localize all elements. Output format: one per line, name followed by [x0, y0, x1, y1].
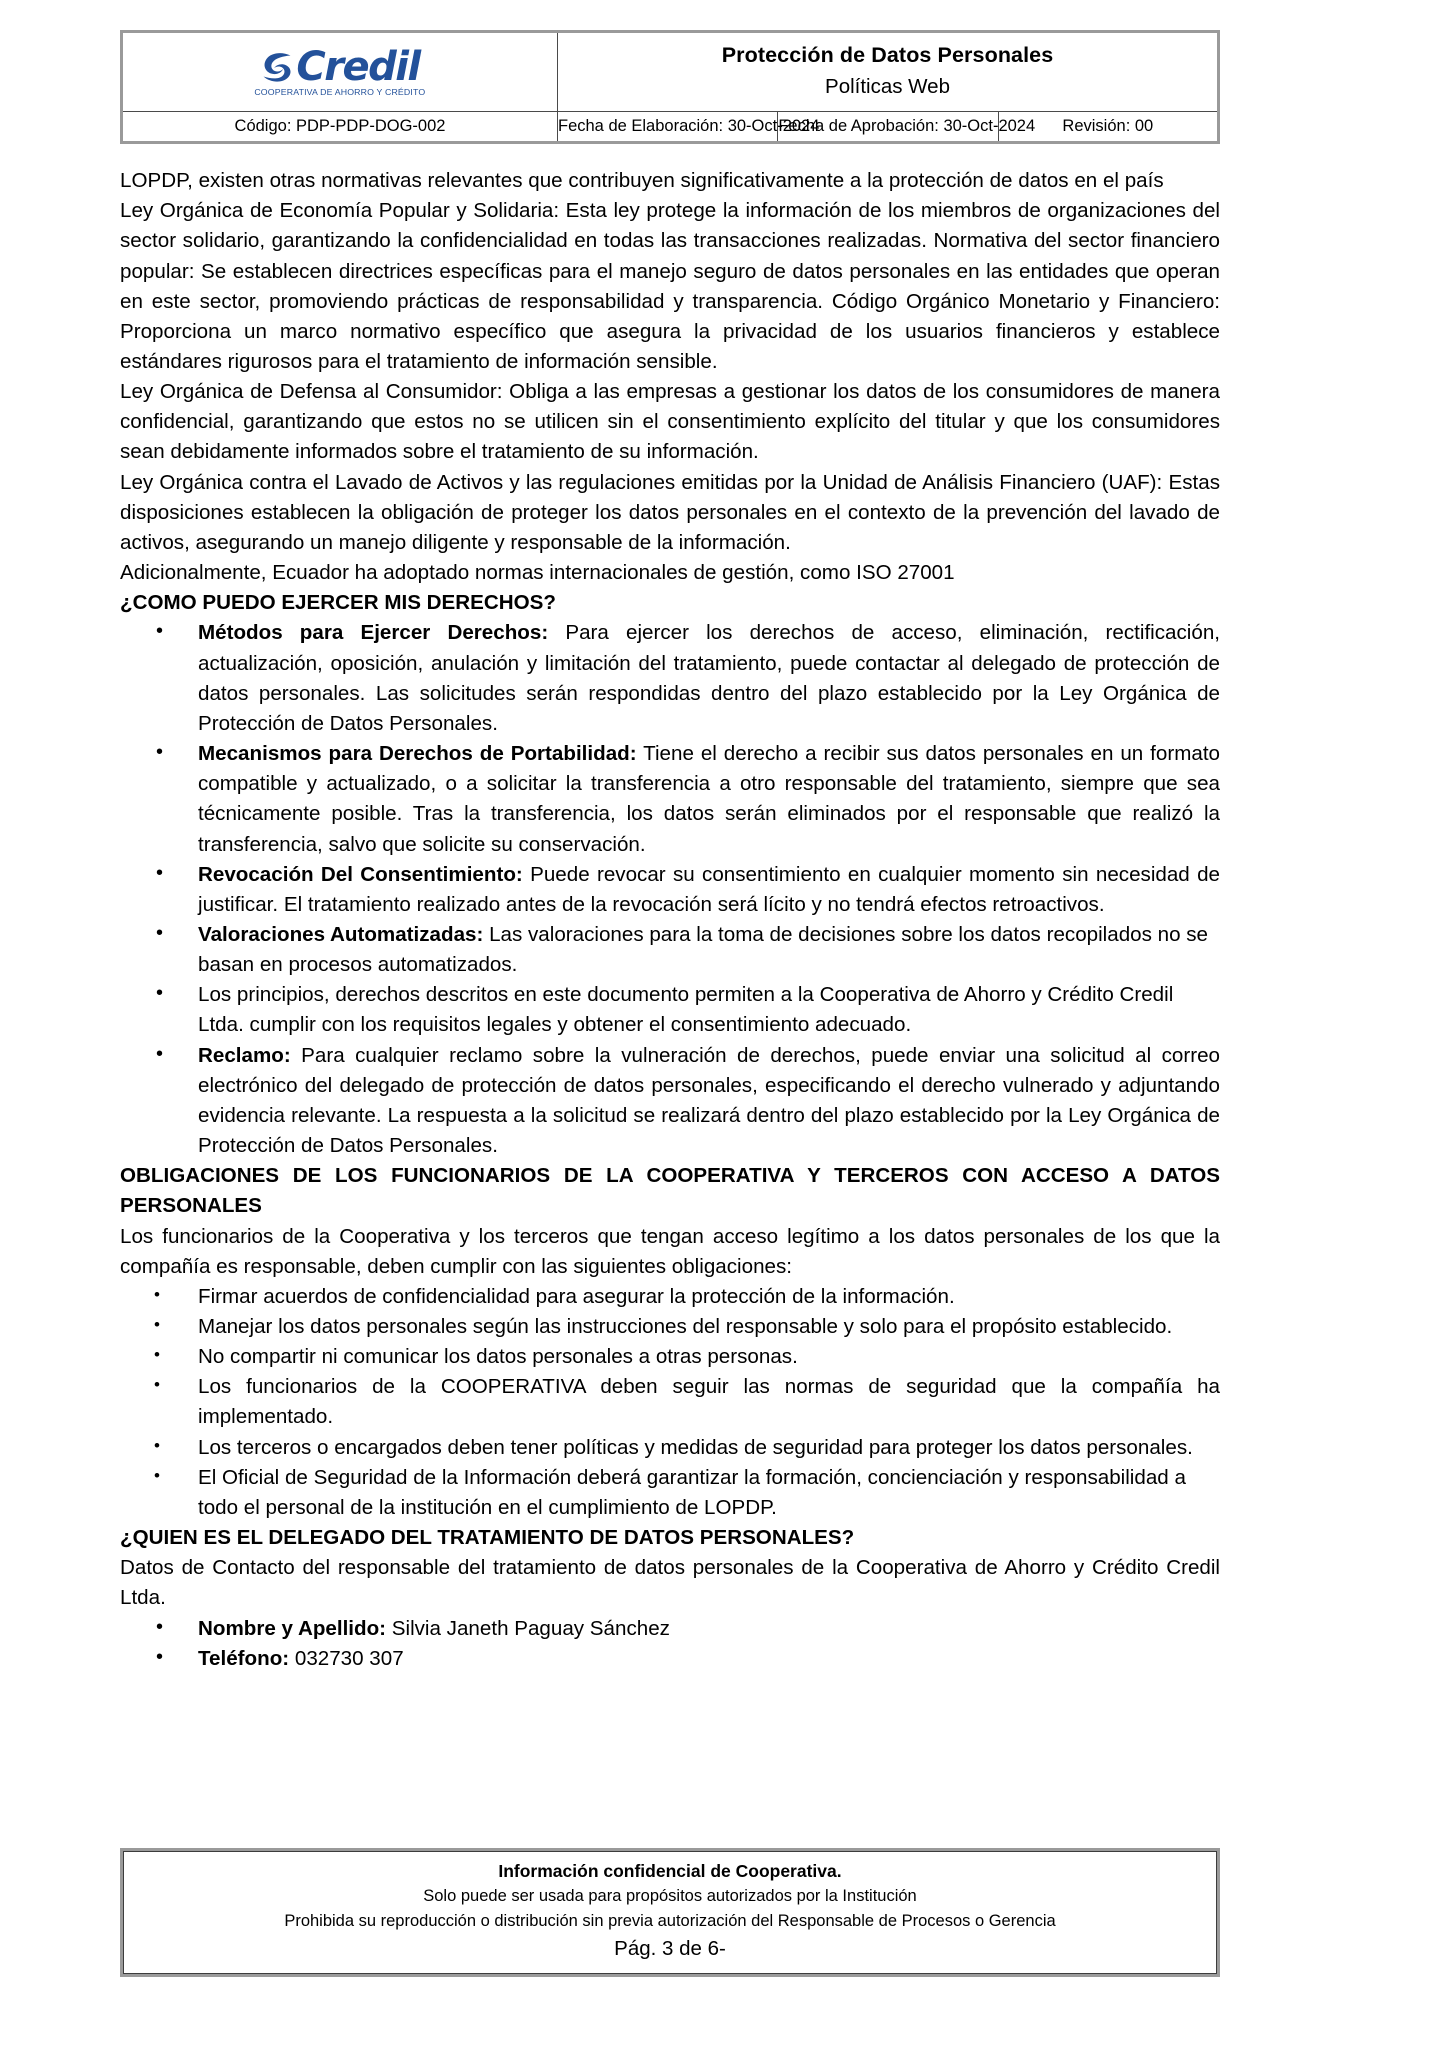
paragraph-defensa-consumidor: Ley Orgánica de Defensa al Consumidor: Obliga a las empresas a gestionar los datos de los consumidores de manera confidencial, garantizando que estos no se utilicen sin el consentimiento explícito del titular y que los consumidores sean debidamente informados sobre el tratamiento de su información.: [120, 380, 1220, 464]
list-item: • Manejar los datos personales según las instrucciones del responsable y solo para el propósito establecido.: [120, 1312, 1220, 1342]
paragraph-iso: Adicionalmente, Ecuador ha adoptado normas internacionales de gestión, como ISO 27001: [120, 561, 955, 585]
credil-logo: [256, 45, 424, 97]
document-footer: [120, 1848, 1220, 1977]
document-body: [120, 166, 1220, 1674]
footer-confidential-notice: Información confidencial de Cooperativa.: [498, 1861, 842, 1881]
contacto-list: [120, 1614, 1220, 1674]
heading-obligaciones: OBLIGACIONES DE LOS FUNCIONARIOS DE LA COOPERATIVA Y TERCEROS CON ACCESO A DATOS PERSONALES: [120, 1164, 1220, 1218]
document-subtitle: Políticas Web: [825, 75, 950, 99]
list-item: • No compartir ni comunicar los datos personales a otras personas.: [120, 1342, 1220, 1372]
header-logo-cell: [122, 32, 558, 112]
list-item-lead: Revocación Del Consentimiento:: [198, 862, 523, 886]
list-item-text: 032730 307: [289, 1646, 404, 1670]
footer-reproduction-notice: Prohibida su reproducción o distribución sin previa autorización del Responsable de Procesos o Gerencia: [284, 1911, 1056, 1930]
list-item: [120, 1041, 1220, 1162]
credil-swirl-icon: [260, 49, 294, 85]
list-item-text: Para cualquier reclamo sobre la vulneración de derechos, puede enviar una solicitud al correo electrónico del delegado de protección de datos personales, especificando el derecho vulnerado y adjuntando evidencia relevante. La respuesta a la solicitud se realizará dentro del plazo establecido por la Ley Orgánica de Protección de Datos Personales.: [198, 1043, 1220, 1158]
list-item: [120, 980, 1220, 1040]
logo-wordmark: Credil: [296, 43, 420, 90]
meta-revision: Revisión: 00: [998, 112, 1218, 143]
paragraph-delegado: Datos de Contacto del responsable del tratamiento de datos personales de la Cooperativa de Ahorro y Crédito Credil Ltda.: [120, 1556, 1220, 1610]
meta-fecha-elaboracion: Fecha de Elaboración: 30-Oct-2024: [558, 112, 778, 143]
list-item: [120, 1614, 1220, 1644]
list-item: [120, 1644, 1220, 1674]
paragraph-obligaciones-intro: Los funcionarios de la Cooperativa y los terceros que tengan acceso legítimo a los datos personales de los que la compañía es responsable, deben cumplir con las siguientes obligaciones:: [120, 1224, 1220, 1278]
meta-codigo: Código: PDP-PDP-DOG-002: [122, 112, 558, 143]
list-item-lead: Valoraciones Automatizadas:: [198, 922, 484, 946]
meta-fecha-aprobacion: Fecha de Aprobación: 30-Oct-2024: [778, 112, 998, 143]
list-item: [120, 920, 1220, 980]
document-header-table: [120, 30, 1220, 144]
list-item-lead: Métodos para Ejercer Derechos:: [198, 621, 549, 645]
paragraph-lopdp: LOPDP, existen otras normativas relevantes que contribuyen significativamente a la protección de datos en el país: [120, 169, 1164, 193]
obligaciones-list: [120, 1282, 1220, 1523]
list-item: • Firmar acuerdos de confidencialidad para asegurar la protección de la información.: [120, 1282, 1220, 1312]
list-item-text: Tiene el derecho a recibir sus datos personales en un formato compatible y actualizado, o a solicitar la transferencia a otro responsable del tratamiento, siempre que sea técnicamente posible. Tras la transferencia, los datos serán eliminados por el responsable que realizó la transferencia, salvo que solicite su conservación.: [198, 742, 1220, 856]
logo-tagline: COOPERATIVA DE AHORRO Y CRÉDITO: [254, 86, 426, 97]
list-item-lead: Nombre y Apellido:: [198, 1616, 387, 1640]
list-item: • Los funcionarios de la COOPERATIVA deben seguir las normas de seguridad que la compañía ha implementado.: [120, 1372, 1220, 1432]
header-meta-row: [122, 112, 1219, 143]
derechos-list: [120, 618, 1220, 1161]
header-title-cell: [558, 32, 1219, 112]
list-item-text: Para ejercer los derechos de acceso, eliminación, rectificación, actualización, oposición, anulación y limitación del tratamiento, puede contactar al delegado de protección de datos personales. Las solicitudes serán respondidas dentro del plazo establecido por la Ley Orgánica de Protección de Datos Personales.: [198, 621, 1220, 735]
logo-row: [256, 43, 424, 90]
list-item-lead: Reclamo:: [198, 1043, 291, 1067]
list-item-text: Silvia Janeth Paguay Sánchez: [386, 1616, 670, 1640]
list-item-lead: Teléfono:: [198, 1646, 290, 1670]
footer-inner: [123, 1851, 1217, 1974]
list-item-text: Puede revocar su consentimiento en cualquier momento sin necesidad de justificar. El tratamiento realizado antes de la revocación será lícito y no tendrá efectos retroactivos.: [198, 862, 1220, 916]
heading-como-ejercer-derechos: ¿COMO PUEDO EJERCER MIS DERECHOS?: [120, 591, 556, 615]
document-title: Protección de Datos Personales: [721, 43, 1054, 67]
list-item-lead: Mecanismos para Derechos de Portabilidad:: [198, 742, 637, 766]
list-item-text: Los principios, derechos descritos en este documento permiten a la Cooperativa de Ahorro y Crédito Credil Ltda. cumplir con los requisitos legales y obtener el consentimiento adecuado.: [198, 983, 1174, 1037]
list-item: [120, 618, 1220, 739]
heading-delegado: ¿QUIEN ES EL DELEGADO DEL TRATAMIENTO DE DATOS PERSONALES?: [120, 1526, 855, 1550]
footer-usage-notice: Solo puede ser usada para propósitos autorizados por la Institución: [423, 1887, 917, 1906]
paragraph-economia-popular: Ley Orgánica de Economía Popular y Solidaria: Esta ley protege la información de los miembros de organizaciones del sector solidario, garantizando la confidencialidad en todas las transacciones realizadas. Normativa del sector financiero popular: Se establecen directrices específicas para el manejo seguro de datos personales en las entidades que operan en este sector, promoviendo prácticas de responsabilidad y transparencia. Código Orgánico Monetario y Financiero: Proporciona un marco normativo específico que asegura la privacidad de los usuarios financieros y establece estándares rigurosos para el tratamiento de información sensible.: [120, 199, 1220, 373]
header-title-row: [122, 32, 1219, 112]
list-item: • Los terceros o encargados deben tener políticas y medidas de seguridad para proteger los datos personales.: [120, 1433, 1220, 1463]
list-item: [120, 860, 1220, 920]
list-item-text: Las valoraciones para la toma de decisiones sobre los datos recopilados no se basan en procesos automatizados.: [198, 922, 1209, 977]
paragraph-lavado-activos: Ley Orgánica contra el Lavado de Activos y las regulaciones emitidas por la Unidad de Análisis Financiero (UAF): Estas disposiciones establecen la obligación de proteger los datos personales en el contexto de la prevención del lavado de activos, asegurando un manejo diligente y responsable de la información.: [120, 470, 1220, 554]
list-item: [120, 739, 1220, 860]
list-item: • El Oficial de Seguridad de la Información deberá garantizar la formación, concienciación y responsabilidad a todo el personal de la institución en el cumplimiento de LOPDP.: [120, 1463, 1220, 1523]
footer-page-number: Pág. 3 de 6-: [614, 1937, 726, 1961]
